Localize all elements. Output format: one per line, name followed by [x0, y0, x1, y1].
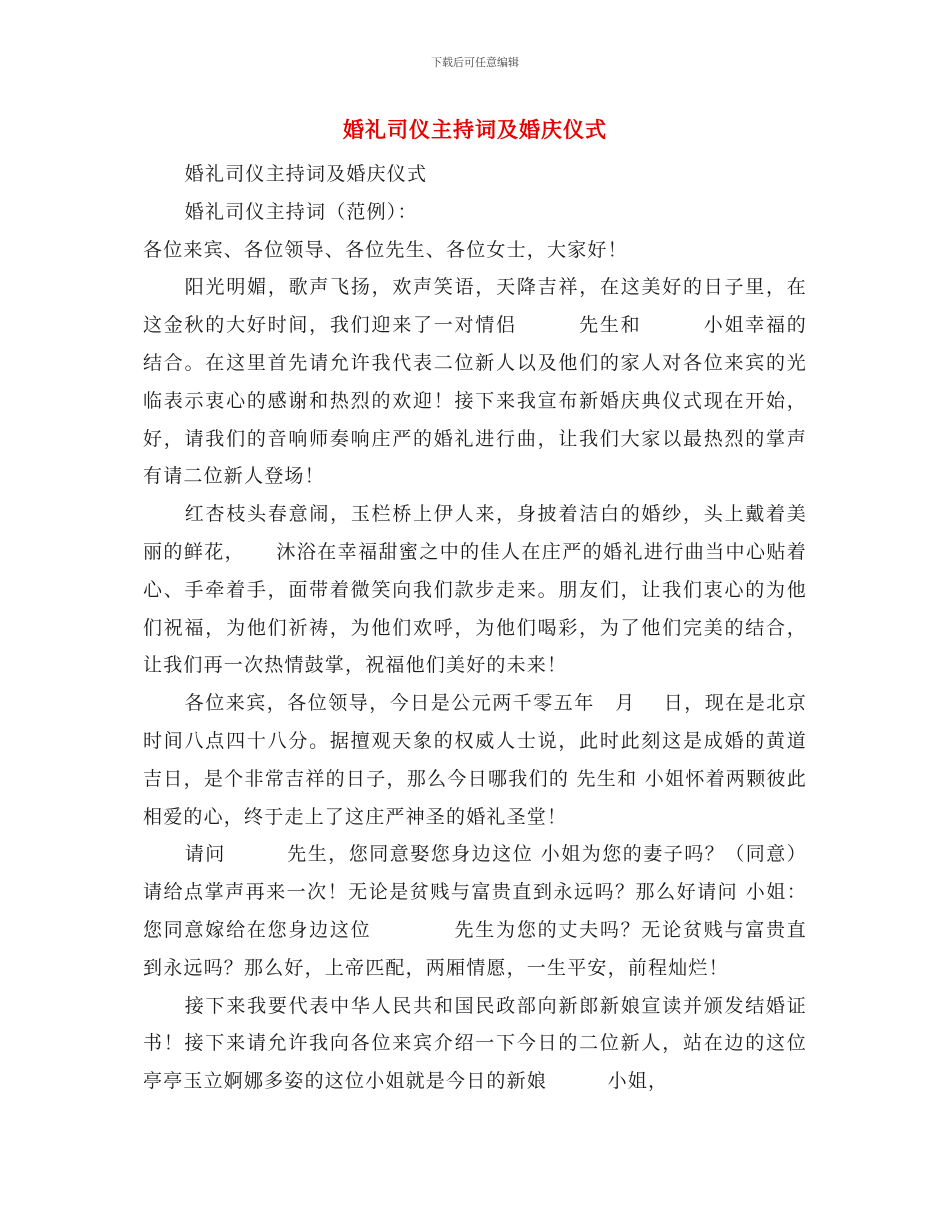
paragraph-section-heading: 婚礼司仪主持词（范例）： [184, 200, 418, 223]
paragraph-opening: 阳光明媚，歌声飞扬，欢声笑语，天降吉祥，在这美好的日子里，在这金秋的大好时间，我们迎来了一对情侣 先生和 小姐幸福的结合。在这里首先请允许我代表二位新人以及他们的家人对各位来宾的光临表示衷心的感谢和热烈的欢迎！接下来我宣布新婚庆典仪式现在开始，好，请我们的音响师奏响庄严的婚礼进行曲，让我们大家以最热烈的掌声有请二位新人登场！ [143, 276, 807, 488]
paragraph-bride-entrance: 红杏枝头春意闹，玉栏桥上伊人来，身披着洁白的婚纱，头上戴着美丽的鲜花， 沐浴在幸福甜蜜之中的佳人在庄严的婚礼进行曲当中心贴着心、手牵着手，面带着微笑向我们款步走来。朋友们，让我们衷心的为他们祝福，为他们祈祷，为他们欢呼，为他们喝彩，为了他们完美的结合，让我们再一次热情鼓掌，祝福他们美好的未来！ [143, 503, 807, 677]
paragraph-greeting: 各位来宾、各位领导、各位先生、各位女士，大家好！ [143, 238, 628, 261]
paragraph-vows: 请问 先生，您同意娶您身边这位 小姐为您的妻子吗？（同意）请给点掌声再来一次！无论是贫贱与富贵直到永远吗？那么好请问 小姐：您同意嫁给在您身边这位 先生为您的丈夫吗？无论贫贱与富贵直到永远吗？那么好，上帝匹配，两厢情愿，一生平安，前程灿烂！ [143, 843, 807, 979]
document-body [143, 156, 807, 1101]
paragraph-certificate: 接下来我要代表中华人民共和国民政部向新郎新娘宣读并颁发结婚证书！接下来请允许我向各位来宾介绍一下今日的二位新人，站在边的这位亭亭玉立婀娜多姿的这位小姐就是今日的新娘 小姐， [143, 994, 807, 1093]
page-header-note: 下载后可任意编辑 [431, 56, 519, 69]
document-title: 婚礼司仪主持词及婚庆仪式 [343, 117, 607, 142]
paragraph-auspicious-day: 各位来宾，各位领导，今日是公元两千零五年 月 日，现在是北京时间八点四十八分。据擅观天象的权威人士说，此时此刻这是成婚的黄道吉日，是个非常吉祥的日子，那么今日哪我们的 先生和 小姐怀着两颗彼此相爱的心，终于走上了这庄严神圣的婚礼圣堂！ [143, 692, 807, 828]
paragraph-subtitle: 婚礼司仪主持词及婚庆仪式 [184, 163, 428, 185]
